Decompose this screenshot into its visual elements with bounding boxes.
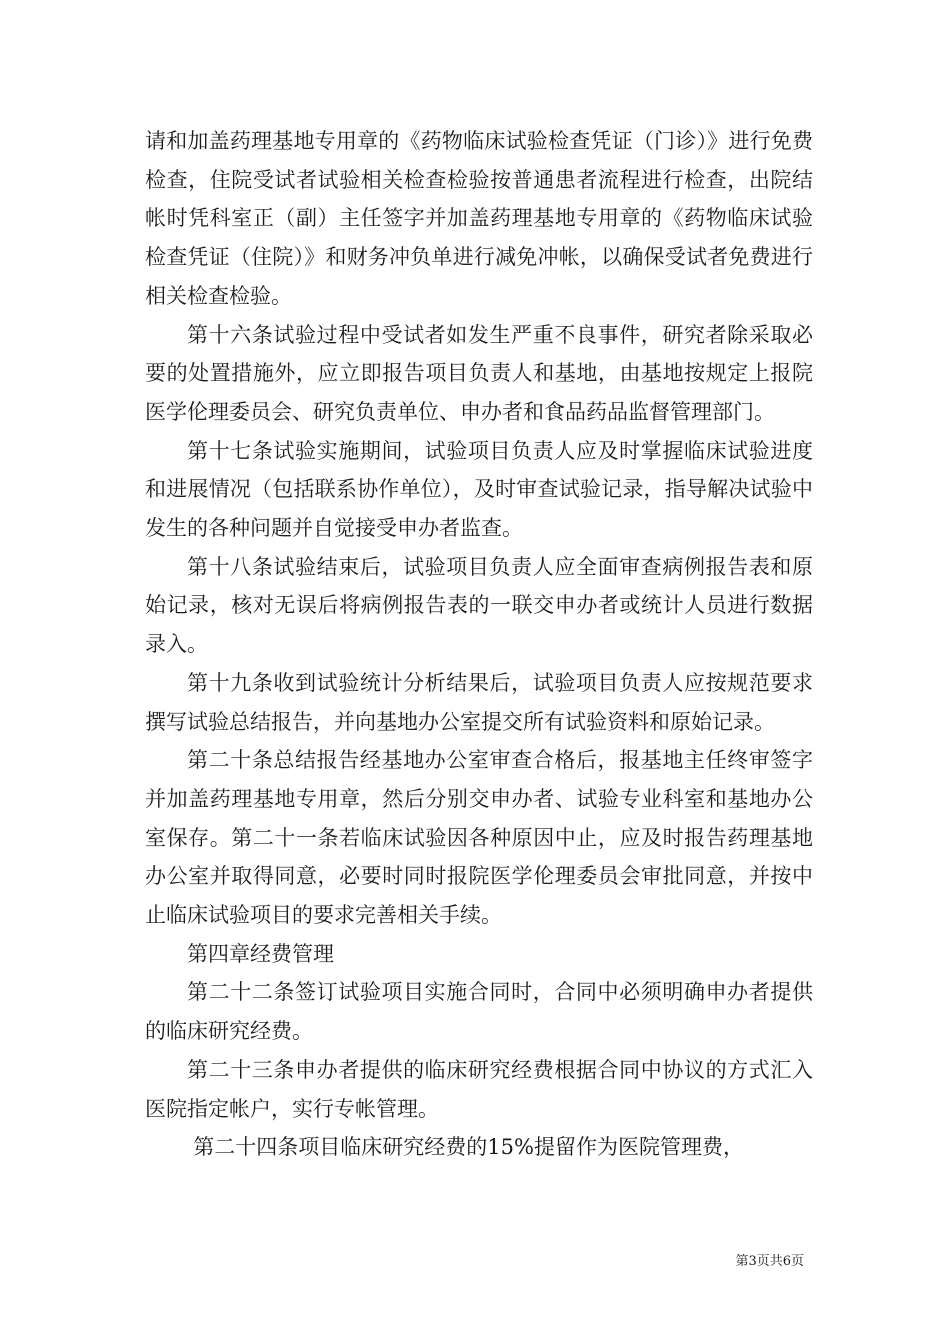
document-body [145, 122, 813, 1167]
paragraph-article-19: 第十九条收到试验统计分析结果后，试验项目负责人应按规范要求撰写试验总结报告，并向基地办公室提交所有试验资料和原始记录。 [145, 670, 813, 734]
paragraph-article-17: 第十七条试验实施期间，试验项目负责人应及时掌握临床试验进度和进展情况（包括联系协作单位），及时审查试验记录，指导解决试验中发生的各种问题并自觉接受申办者监查。 [145, 438, 813, 541]
paragraph-article-20-21: 第二十条总结报告经基地办公室审查合格后，报基地主任终审签字并加盖药理基地专用章，然后分别交申办者、试验专业科室和基地办公室保存。第二十一条若临床试验因各种原因中止，应及时报告药理基地办公室并取得同意，必要时同时报院医学伦理委员会审批同意，并按中止临床试验项目的要求完善相关手续。 [145, 748, 813, 928]
paragraph-article-24: 第二十四条项目临床研究经费的15%提留作为医院管理费， [193, 1135, 744, 1160]
chapter-heading: 第四章经费管理 [187, 941, 334, 966]
page-number: 第3页共6页 [735, 1254, 804, 1269]
paragraph-continuation: 请和加盖药理基地专用章的《药物临床试验检查凭证（门诊）》进行免费检查，住院受试者试验相关检查检验按普通患者流程进行检查，出院结帐时凭科室正（副）主任签字并加盖药理基地专用章的《药物临床试验检查凭证（住院）》和财务冲负单进行减免冲帐，以确保受试者免费进行相关检查检验。 [145, 129, 813, 308]
paragraph-article-16: 第十六条试验过程中受试者如发生严重不良事件，研究者除采取必要的处置措施外，应立即报告项目负责人和基地，由基地按规定上报院医学伦理委员会、研究负责单位、申办者和食品药品监督管理部门。 [145, 322, 813, 424]
paragraph-article-18: 第十八条试验结束后，试验项目负责人应全面审查病例报告表和原始记录，核对无误后将病例报告表的一联交申办者或统计人员进行数据录入。 [145, 554, 813, 657]
paragraph-article-22: 第二十二条签订试验项目实施合同时，合同中必须明确申办者提供的临床研究经费。 [145, 980, 813, 1044]
paragraph-article-23: 第二十三条申办者提供的临床研究经费根据合同中协议的方式汇入医院指定帐户，实行专帐管理。 [145, 1057, 813, 1121]
